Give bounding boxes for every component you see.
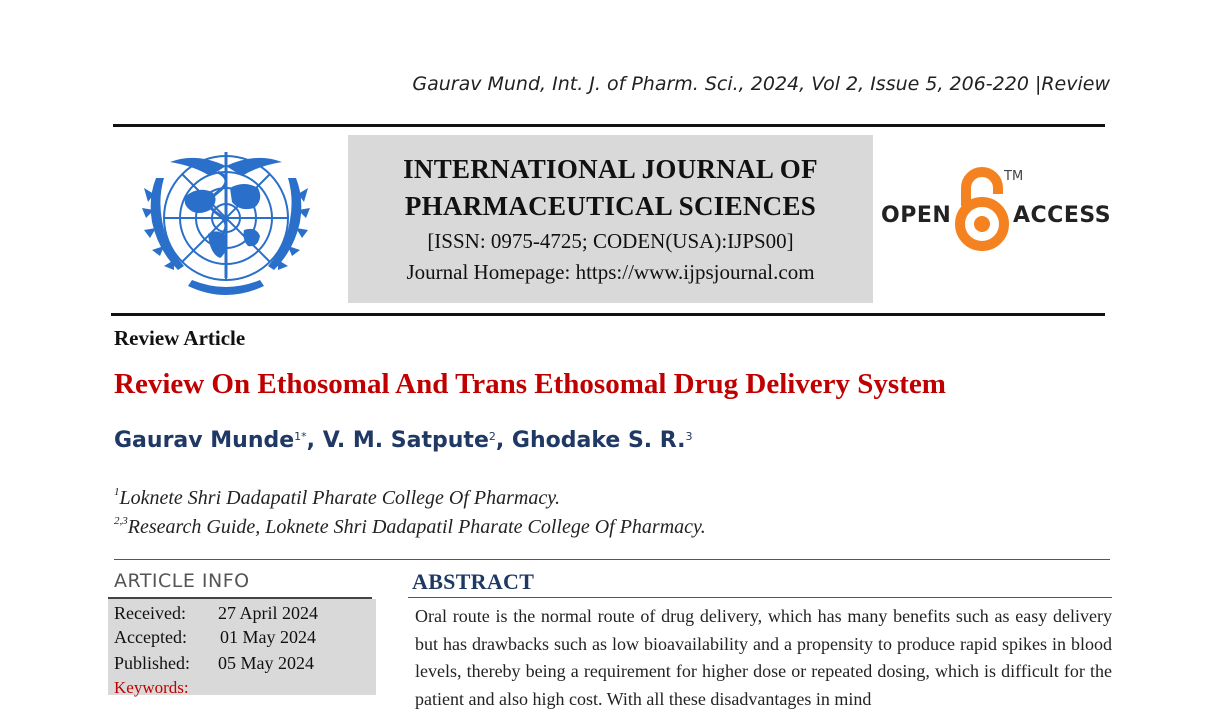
running-header: Gaurav Mund, Int. J. of Pharm. Sci., 2024, Vol 2, Issue 5, 206-220 |Review <box>412 73 1110 95</box>
abstract-heading: ABSTRACT <box>412 569 535 594</box>
journal-name-line1: INTERNATIONAL JOURNAL OF <box>403 154 818 184</box>
published-date: 05 May 2024 <box>218 653 314 673</box>
author-list <box>114 428 693 453</box>
journal-emblem-icon <box>126 138 326 306</box>
affiliation-mark: 1 <box>114 486 120 498</box>
article-type: Review Article <box>114 326 246 350</box>
journal-homepage[interactable]: Journal Homepage: https://www.ijpsjournal.com <box>406 260 815 284</box>
received-label: Received: <box>114 603 186 623</box>
author-name: V. M. Satpute <box>322 428 489 453</box>
published-label: Published: <box>114 653 191 673</box>
affiliation <box>114 516 706 539</box>
accepted-row <box>114 627 316 648</box>
keywords-label: Keywords: <box>114 678 189 697</box>
section-divider <box>114 559 1110 560</box>
author-affiliation-mark: 2 <box>488 430 496 443</box>
journal-title-box <box>348 135 873 303</box>
trademark-mark: TM <box>1004 169 1024 184</box>
accepted-date: 01 May 2024 <box>220 627 316 647</box>
journal-issn: [ISSN: 0975-4725; CODEN(USA):IJPS00] <box>427 229 794 253</box>
article-info-box <box>108 599 376 695</box>
author-separator: , <box>306 428 323 453</box>
open-access-right-word: ACCESS <box>1013 203 1112 228</box>
header-rule-top <box>113 124 1105 127</box>
author-separator: , <box>495 428 512 453</box>
affiliation-text: Loknete Shri Dadapatil Pharate College Of Pharmacy. <box>119 487 560 509</box>
author-affiliation-mark: 3 <box>685 430 693 443</box>
author-affiliation-mark: 1* <box>294 430 307 443</box>
article-title: Review On Ethosomal And Trans Ethosomal Drug Delivery System <box>114 368 946 400</box>
open-access-left-word: OPEN <box>881 203 952 228</box>
affiliation-mark: 2,3 <box>114 515 128 527</box>
affiliation-text: Research Guide, Loknete Shri Dadapatil Pharate College Of Pharmacy. <box>127 516 706 538</box>
author-name: Gaurav Munde <box>114 428 295 453</box>
received-date: 27 April 2024 <box>218 603 319 623</box>
received-row <box>114 603 319 624</box>
abstract-text: Oral route is the normal route of drug delivery, which has many benefits such as easy delivery but has drawbacks such as low bioavailability and a propensity to produce rapid spikes in blood levels, thereby being a requirement for higher dose or repeated dosing, which is difficult for the patient and also high cost. With all these disadvantages in mind <box>415 606 1112 709</box>
open-access-logo <box>880 166 1110 252</box>
journal-name-line2: PHARMACEUTICAL SCIENCES <box>404 191 817 221</box>
affiliation <box>114 487 560 510</box>
published-row <box>114 653 314 674</box>
header-rule-bottom <box>111 313 1105 316</box>
abstract-rule <box>408 597 1112 598</box>
accepted-label: Accepted: <box>114 627 187 647</box>
author-name: Ghodake S. R. <box>511 428 686 453</box>
article-info-heading: ARTICLE INFO <box>114 570 250 592</box>
